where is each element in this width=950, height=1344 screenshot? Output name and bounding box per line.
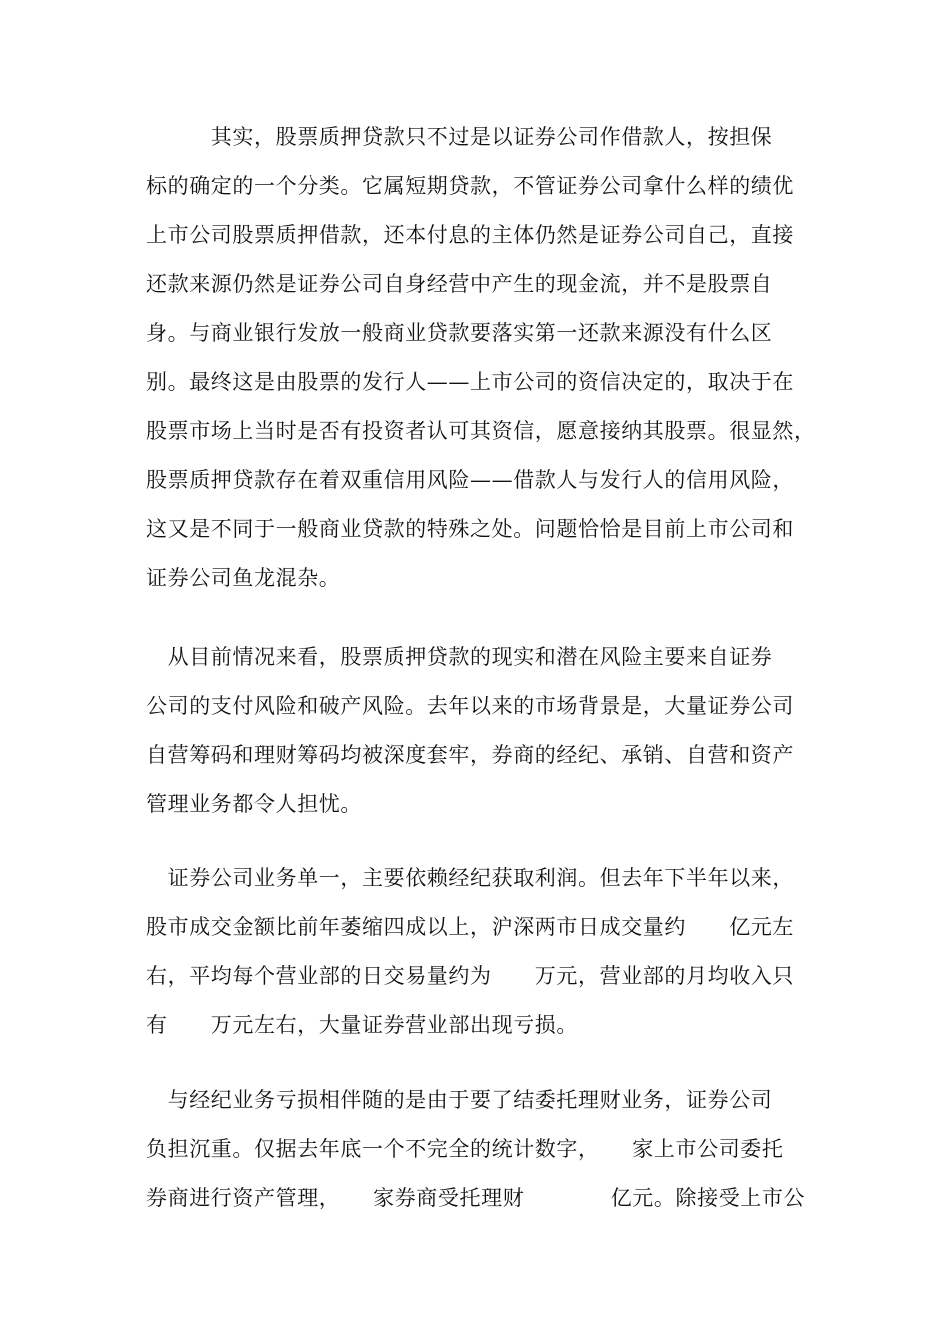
paragraph-1-line-9: 这又是不同于一般商业贷款的特殊之处。问题恰恰是目前上市公司和 — [146, 517, 794, 541]
paragraph-3-line-2: 股市成交金额比前年萎缩四成以上，沪深两市日成交量约 亿元左 — [146, 915, 794, 939]
paragraph-2-line-2: 公司的支付风险和破产风险。去年以来的市场背景是，大量证券公司 — [146, 694, 794, 718]
paragraph-3-line-4: 有 万元左右，大量证券营业部出现亏损。 — [146, 1013, 578, 1037]
paragraph-1-line-1: 其实，股票质押贷款只不过是以证券公司作借款人，按担保 — [146, 125, 773, 149]
paragraph-1-line-10: 证券公司鱼龙混杂。 — [146, 566, 341, 590]
paragraph-1-line-2: 标的确定的一个分类。它属短期贷款，不管证券公司拿什么样的绩优 — [146, 174, 794, 198]
paragraph-3-line-1: 证券公司业务单一，主要依赖经纪获取利润。但去年下半年以来， — [146, 866, 794, 890]
paragraph-2-line-3: 自营筹码和理财筹码均被深度套牢，券商的经纪、承销、自营和资产 — [146, 743, 794, 767]
paragraph-1-line-6: 别。最终这是由股票的发行人——上市公司的资信决定的，取决于在 — [146, 370, 794, 394]
paragraph-1-line-4: 还款来源仍然是证券公司自身经营中产生的现金流，并不是股票自 — [146, 272, 773, 296]
paragraph-4-line-3: 券商进行资产管理， 家券商受托理财 亿元。除接受上市公 — [146, 1186, 806, 1210]
paragraph-1-line-3: 上市公司股票质押借款，还本付息的主体仍然是证券公司自己，直接 — [146, 223, 794, 247]
paragraph-1-line-8: 股票质押贷款存在着双重信用风险——借款人与发行人的信用风险， — [146, 468, 794, 492]
paragraph-1-line-5: 身。与商业银行发放一般商业贷款要落实第一还款来源没有什么区 — [146, 321, 773, 345]
paragraph-3-line-3: 右，平均每个营业部的日交易量约为 万元，营业部的月均收入只 — [146, 964, 794, 988]
paragraph-2-line-1: 从目前情况来看，股票质押贷款的现实和潜在风险主要来自证券 — [146, 645, 773, 669]
paragraph-1-line-7: 股票市场上当时是否有投资者认可其资信，愿意接纳其股票。很显然， — [146, 419, 816, 443]
paragraph-2-line-4: 管理业务都令人担忧。 — [146, 792, 362, 816]
paragraph-4-line-2: 负担沉重。仅据去年底一个不完全的统计数字， 家上市公司委托 — [146, 1137, 784, 1161]
paragraph-4-line-1: 与经纪业务亏损相伴随的是由于要了结委托理财业务，证券公司 — [146, 1088, 773, 1112]
